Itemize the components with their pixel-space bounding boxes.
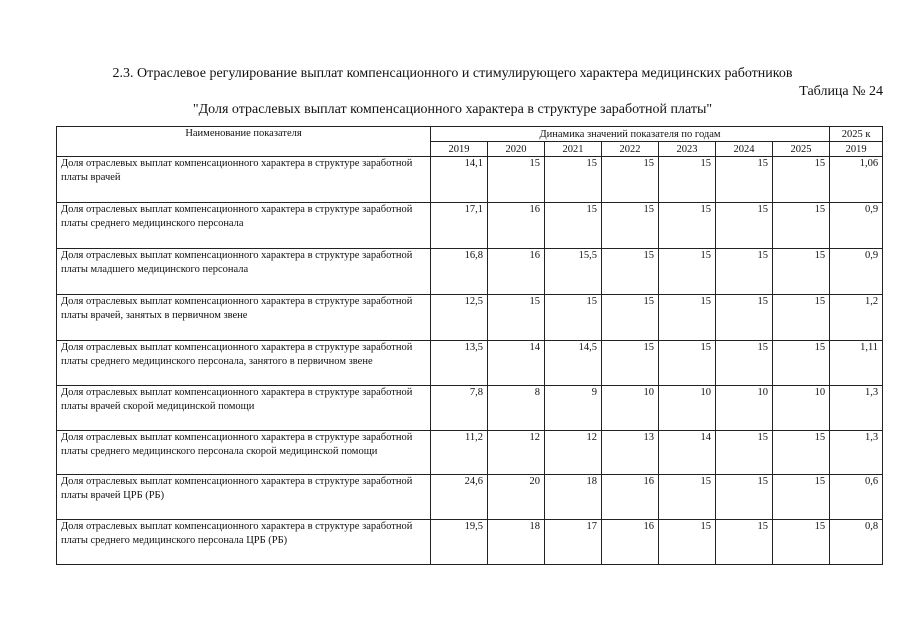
value-cell: 15 [716, 249, 773, 295]
value-cell: 15 [773, 157, 830, 203]
ratio-cell: 0,9 [830, 203, 883, 249]
value-cell: 7,8 [431, 386, 488, 431]
value-cell: 10 [602, 386, 659, 431]
value-cell: 8 [488, 386, 545, 431]
table-row [57, 203, 883, 249]
value-cell: 15 [659, 475, 716, 520]
table-number: Таблица № 24 [799, 84, 883, 99]
header-year: 2021 [545, 142, 602, 157]
value-cell: 16 [488, 203, 545, 249]
value-cell: 11,2 [431, 431, 488, 475]
table-row [57, 386, 883, 431]
indicator-name-cell: Доля отраслевых выплат компенсационного характера в структуре заработной платы среднего медицинского персонала ЦРБ (РБ) [57, 520, 431, 565]
indicator-name-cell: Доля отраслевых выплат компенсационного характера в структуре заработной платы врачей [57, 157, 431, 203]
header-dynamics: Динамика значений показателя по годам [431, 127, 830, 142]
value-cell: 15 [545, 203, 602, 249]
value-cell: 16 [602, 520, 659, 565]
value-cell: 15 [545, 157, 602, 203]
value-cell: 15 [659, 295, 716, 341]
header-indicator-name: Наименование показателя [57, 127, 431, 157]
value-cell: 16,8 [431, 249, 488, 295]
table-row [57, 295, 883, 341]
value-cell: 15 [773, 295, 830, 341]
value-cell: 20 [488, 475, 545, 520]
value-cell: 15 [773, 520, 830, 565]
value-cell: 15 [602, 249, 659, 295]
value-cell: 15 [716, 475, 773, 520]
indicator-name-cell: Доля отраслевых выплат компенсационного характера в структуре заработной платы врачей, занятых в первичном звене [57, 295, 431, 341]
header-ratio-bottom: 2019 [830, 142, 883, 157]
ratio-cell: 1,06 [830, 157, 883, 203]
table-row [57, 520, 883, 565]
value-cell: 15 [659, 341, 716, 386]
value-cell: 15 [659, 157, 716, 203]
value-cell: 15 [659, 520, 716, 565]
value-cell: 12 [488, 431, 545, 475]
header-ratio-top: 2025 к [830, 127, 883, 142]
ratio-cell: 1,2 [830, 295, 883, 341]
indicator-name-cell: Доля отраслевых выплат компенсационного характера в структуре заработной платы врачей скорой медицинской помощи [57, 386, 431, 431]
value-cell: 15 [773, 431, 830, 475]
value-cell: 9 [545, 386, 602, 431]
value-cell: 15 [602, 295, 659, 341]
indicator-name-cell: Доля отраслевых выплат компенсационного характера в структуре заработной платы младшего медицинского персонала [57, 249, 431, 295]
value-cell: 24,6 [431, 475, 488, 520]
value-cell: 15 [716, 520, 773, 565]
value-cell: 15 [773, 341, 830, 386]
value-cell: 15 [602, 341, 659, 386]
ratio-cell: 0,8 [830, 520, 883, 565]
value-cell: 15 [659, 249, 716, 295]
header-year: 2023 [659, 142, 716, 157]
indicator-name-cell: Доля отраслевых выплат компенсационного характера в структуре заработной платы врачей ЦРБ (РБ) [57, 475, 431, 520]
ratio-cell: 0,9 [830, 249, 883, 295]
table-row [57, 249, 883, 295]
table-row [57, 431, 883, 475]
value-cell: 16 [602, 475, 659, 520]
header-year: 2024 [716, 142, 773, 157]
value-cell: 14 [488, 341, 545, 386]
value-cell: 15 [773, 249, 830, 295]
value-cell: 14,1 [431, 157, 488, 203]
value-cell: 15 [488, 295, 545, 341]
value-cell: 13 [602, 431, 659, 475]
value-cell: 10 [773, 386, 830, 431]
value-cell: 15 [716, 203, 773, 249]
value-cell: 10 [716, 386, 773, 431]
table-row [57, 475, 883, 520]
value-cell: 15 [488, 157, 545, 203]
table-row [57, 341, 883, 386]
value-cell: 15 [716, 431, 773, 475]
section-heading: 2.3. Отраслевое регулирование выплат компенсационного и стимулирующего характера медицинских работников [112, 66, 793, 81]
value-cell: 13,5 [431, 341, 488, 386]
value-cell: 14 [659, 431, 716, 475]
indicator-name-cell: Доля отраслевых выплат компенсационного характера в структуре заработной платы среднего медицинского персонала скорой медицинской помощи [57, 431, 431, 475]
table-row [57, 157, 883, 203]
table-title: "Доля отраслевых выплат компенсационного характера в структуре заработной платы" [192, 102, 713, 117]
value-cell: 14,5 [545, 341, 602, 386]
value-cell: 15,5 [545, 249, 602, 295]
value-cell: 18 [488, 520, 545, 565]
value-cell: 15 [716, 341, 773, 386]
indicator-name-cell: Доля отраслевых выплат компенсационного характера в структуре заработной платы среднего медицинского персонала [57, 203, 431, 249]
value-cell: 17 [545, 520, 602, 565]
header-year: 2022 [602, 142, 659, 157]
value-cell: 10 [659, 386, 716, 431]
value-cell: 18 [545, 475, 602, 520]
value-cell: 12,5 [431, 295, 488, 341]
indicator-name-cell: Доля отраслевых выплат компенсационного характера в структуре заработной платы среднего медицинского персонала, занятого в первичном звене [57, 341, 431, 386]
header-year: 2019 [431, 142, 488, 157]
header-year: 2020 [488, 142, 545, 157]
value-cell: 19,5 [431, 520, 488, 565]
value-cell: 15 [659, 203, 716, 249]
ratio-cell: 0,6 [830, 475, 883, 520]
indicator-table [56, 126, 883, 565]
value-cell: 15 [773, 475, 830, 520]
value-cell: 15 [602, 203, 659, 249]
value-cell: 17,1 [431, 203, 488, 249]
value-cell: 15 [773, 203, 830, 249]
header-year: 2025 [773, 142, 830, 157]
value-cell: 15 [545, 295, 602, 341]
ratio-cell: 1,11 [830, 341, 883, 386]
value-cell: 15 [716, 157, 773, 203]
value-cell: 12 [545, 431, 602, 475]
value-cell: 16 [488, 249, 545, 295]
ratio-cell: 1,3 [830, 431, 883, 475]
value-cell: 15 [716, 295, 773, 341]
ratio-cell: 1,3 [830, 386, 883, 431]
value-cell: 15 [602, 157, 659, 203]
